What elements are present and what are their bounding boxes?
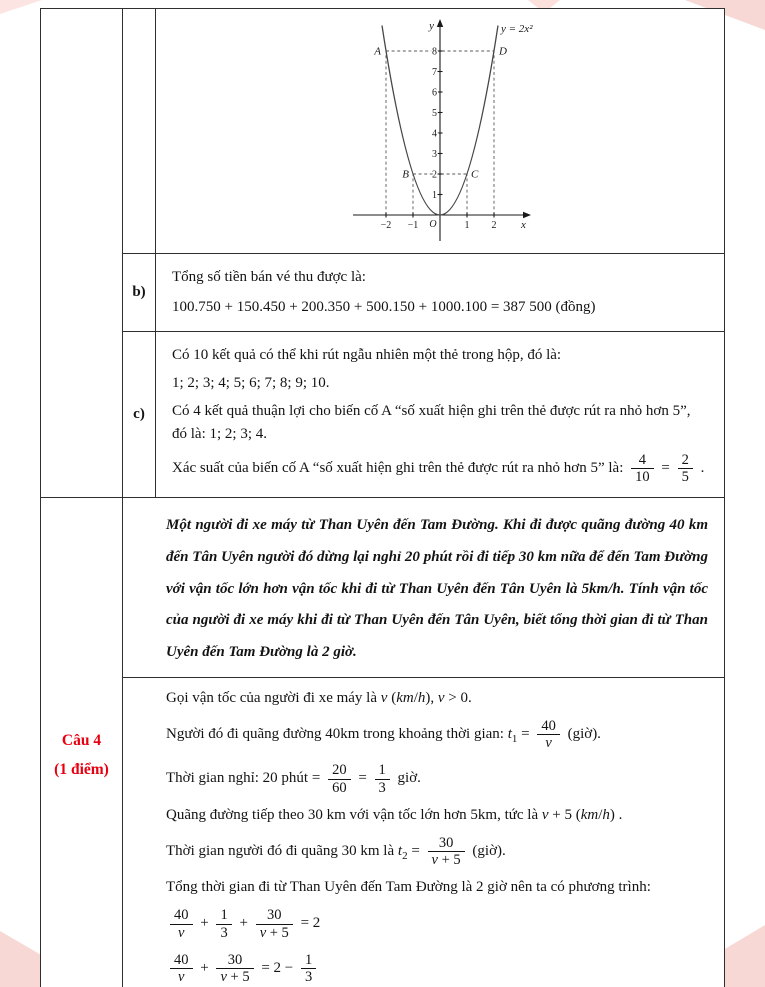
solution-line (166, 835, 708, 868)
x-axis-label: x (521, 219, 526, 231)
text-line: 100.750 + 150.450 + 200.350 + 500.150 + 1000.100 = 387 500 (đồng) (172, 298, 596, 315)
solution-line (166, 690, 708, 707)
text-line: Có 10 kết quả có thể khi rút ngẫu nhiên một thẻ trong hộp, đó là: (172, 346, 562, 363)
math-run: = (657, 459, 674, 476)
text-run: Thời gian nghỉ: 20 phút = (166, 770, 325, 787)
text-run: . (468, 689, 472, 706)
text-run: Xác suất của biến cố A “số xuất hiện ghi trên thẻ được rút ra nhỏ hơn 5” là: (172, 459, 628, 476)
question4-problem-statement: Một người đi xe máy từ Than Uyên đến Tam Đường. Khi đi được quãng đường 40 km đến Tân Uyên người đó dừng lại nghỉ 20 phút rồi đi tiếp 30 km nữa để đến Tam Đường với vận tốc lớn hơn vận tốc khi đi từ Than Uyên đến Tân Uyên là 5km/h. Tính vận tốc của người đi xe máy khi đi từ Than Uyên đến Tân Uyên, biết tổng thời gian đi từ Than Uyên đến Tam Đường là 2 giờ. (123, 498, 724, 678)
fraction: $\frac{40}{v}$ (537, 718, 560, 751)
point-labels (373, 20, 533, 231)
text-line: Tổng số tiền bán vé thu được là: (172, 269, 366, 285)
math-run: = (517, 726, 534, 743)
fraction: $\frac{1}{3}$ (375, 762, 390, 795)
text-run: Người đó đi quãng đường 40km trong khoảng thời gian: (166, 726, 508, 743)
fraction: $\frac{40}{v}$ (170, 907, 193, 940)
math-run: = (407, 843, 424, 860)
part-b-label: b) (132, 283, 146, 300)
y-tick-5: 5 (432, 108, 437, 119)
tick-labels (381, 47, 497, 232)
x-tick-neg2: −2 (380, 220, 392, 231)
fraction: $\frac{1}{3}$ (301, 952, 316, 985)
part-c-label-cell (123, 332, 156, 498)
text-run: (giờ). (468, 843, 506, 860)
y-axis-label: y (429, 20, 434, 32)
math-run: = (354, 770, 371, 787)
part-a-label-cell (123, 9, 156, 254)
math-run: + (196, 915, 213, 932)
subscripted-variable: $t_2$ (397, 843, 408, 863)
solution-line (166, 879, 708, 896)
solution-line (166, 718, 708, 751)
text-run: Gọi vận tốc của người đi xe máy là (166, 689, 381, 706)
axis-arrows (437, 19, 531, 218)
function-label: y = 2x² (501, 23, 533, 35)
graph-cell (156, 9, 724, 254)
point-d-label: D (499, 45, 507, 58)
math-run: = 2 (296, 915, 321, 932)
fraction: $\frac{30}{v + 5}$ (428, 835, 465, 868)
y-tick-1: 1 (432, 190, 437, 201)
question4-solution (123, 678, 724, 987)
text-line: 1; 2; 3; 4; 5; 6; 7; 8; 9; 10. (172, 374, 330, 391)
question4-number: Câu 4 (61, 732, 102, 750)
solution-equation (166, 907, 708, 940)
part-b-label-cell (123, 254, 156, 332)
x-tick-2: 2 (491, 220, 497, 231)
fraction: $\frac{20}{60}$ (328, 762, 351, 795)
text-run: Thời gian người đó đi quãng 30 km là (166, 843, 398, 860)
text-line: Có 4 kết quả thuận lợi cho biến cố A “số xuất hiện ghi trên thẻ được rút ra nhỏ hơn 5”, đó là: 1; 2; 3; 4. (172, 403, 691, 443)
parabola-graph (325, 15, 555, 247)
fraction: $\frac{30}{v + 5}$ (216, 952, 253, 985)
fraction: $\frac{30}{v + 5}$ (256, 907, 293, 940)
question4-label-cell (41, 498, 123, 987)
math-run: = 2 − (257, 960, 298, 976)
y-tick-8: 8 (432, 46, 437, 58)
x-tick-1: 1 (464, 220, 470, 231)
x-tick-neg1: −1 (407, 220, 419, 231)
y-tick-6: 6 (432, 87, 437, 99)
text-run: (giờ). (563, 726, 601, 743)
origin-label: O (429, 219, 437, 230)
y-tick-4: 4 (432, 128, 437, 140)
text-run: Quãng đường tiếp theo 30 km với vận tốc lớn hơn 5km, tức là (166, 806, 542, 823)
answer-key-table (40, 8, 725, 987)
subscripted-variable: $t_1$ (507, 726, 518, 746)
part-c-content (156, 332, 724, 498)
text-run: giờ. (393, 770, 421, 787)
y-tick-2: 2 (432, 169, 437, 181)
math-run: v (km/h), v > 0 (380, 689, 468, 706)
part-c-label: c) (133, 405, 145, 422)
decor-triangle-top-left (0, 0, 42, 14)
y-tick-3: 3 (432, 149, 437, 160)
math-run: + (235, 915, 252, 932)
point-b-label: B (402, 168, 409, 181)
probability-line (172, 452, 708, 485)
point-a-label: A (374, 45, 381, 58)
fraction: $\frac{4}{10}$ (631, 452, 654, 485)
math-run: + (196, 960, 213, 976)
y-tick-7: 7 (432, 67, 437, 78)
solution-equation (166, 952, 708, 985)
point-c-label: C (471, 168, 479, 181)
text-run: Tổng thời gian đi từ Than Uyên đến Tam Đường là 2 giờ nên ta có phương trình: (166, 879, 651, 896)
fraction: $\frac{2}{5}$ (678, 452, 693, 485)
text-run: . (614, 806, 623, 823)
part-b-content (156, 254, 724, 332)
fraction: $\frac{1}{3}$ (216, 907, 231, 940)
solution-line (166, 762, 708, 795)
question4-points: (1 điểm) (54, 761, 109, 779)
math-run: v + 5 (km/h) (541, 806, 615, 823)
text-run: . (696, 459, 705, 476)
question3-label-cell (41, 9, 123, 498)
solution-line (166, 807, 708, 824)
fraction: $\frac{40}{v}$ (170, 952, 193, 985)
